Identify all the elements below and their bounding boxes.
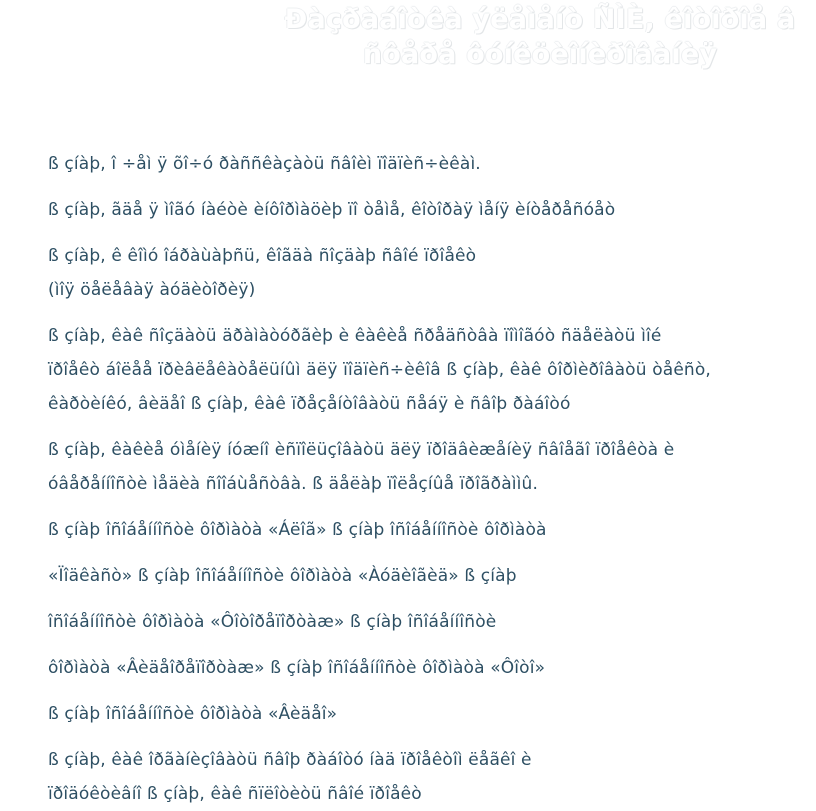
- heading-line-1: Ðàçðàáîòêà ýëåìåíò ÑÌÈ, êîòîðîå â: [284, 4, 796, 35]
- statement-line: ß çíàþ, êàê ñîçäàòü äðàìàòóðãèþ è êàêèå ñðåäñòâà ïîìîãóò ñäåëàòü ìîé: [48, 326, 662, 346]
- statement-paragraph: [48, 743, 808, 811]
- statement-line: êàðòèíêó, âèäåî ß çíàþ, êàê ïðåçåíòîâàòü ñåáÿ è ñâîþ ðàáîòó: [48, 394, 571, 414]
- statement-line: óâåðåííîñòè ìåäèà ñîîáùåñòâà. ß äåëàþ ïîëåçíûå ïðîãðàììû.: [48, 474, 539, 494]
- statement-line: îñîáåííîñòè ôîðìàòà «Ôîòîðåïîðòàæ» ß çíàþ îñîáåííîñòè: [48, 612, 497, 632]
- statement-line: (ìîÿ öåëåâàÿ àóäèòîðèÿ): [48, 280, 256, 300]
- statement-line: ß çíàþ, î ÷åì ÿ õî÷ó ðàññêàçàòü ñâîèì ïîäïèñ÷èêàì.: [48, 154, 481, 174]
- statement-line: ïðîäóêòèâíî ß çíàþ, êàê ñïëîòèòü ñâîé ïðîåêò: [48, 784, 422, 804]
- statement-line: ß çíàþ îñîáåííîñòè ôîðìàòà «Âèäåî»: [48, 704, 338, 724]
- statement-line: ôîðìàòà «Âèäåîðåïîðòàæ» ß çíàþ îñîáåííîñòè ôîðìàòà «Ôîòî»: [48, 658, 546, 678]
- statement-line: ß çíàþ, êàê îðãàíèçîâàòü ñâîþ ðàáîòó íàä ïðîåêòîì ëåãêî è: [48, 750, 532, 770]
- statement-line: ß çíàþ, ê êîìó îáðàùàþñü, êîãäà ñîçäàþ ñâîé ïðîåêò: [48, 246, 477, 266]
- statement-paragraph: [48, 147, 808, 181]
- statement-line: ß çíàþ, êàêèå óìåíèÿ íóæíî èñïîëüçîâàòü äëÿ ïðîäâèæåíèÿ ñâîåãî ïðîåêòà è: [48, 440, 675, 460]
- statement-paragraph: [48, 605, 808, 639]
- heading-line-2: ñôåðå ôóíêöèîíèðîâàíèÿ: [362, 39, 718, 70]
- statement-paragraph: [48, 239, 808, 307]
- statement-line: ß çíàþ îñîáåííîñòè ôîðìàòà «Áëîã» ß çíàþ îñîáåííîñòè ôîðìàòà: [48, 520, 547, 540]
- statement-list: [48, 147, 808, 811]
- statement-paragraph: [48, 559, 808, 593]
- page-heading: [270, 2, 810, 72]
- statement-paragraph: [48, 433, 808, 501]
- statement-paragraph: [48, 193, 808, 227]
- statement-paragraph: [48, 319, 808, 421]
- statement-paragraph: [48, 651, 808, 685]
- statement-paragraph: [48, 513, 808, 547]
- statement-line: «Ïîäêàñò» ß çíàþ îñîáåííîñòè ôîðìàòà «Àóäèîãèä» ß çíàþ: [48, 566, 517, 586]
- statement-line: ïðîåêò áîëåå ïðèâëåêàòåëüíûì äëÿ ïîäïèñ÷èêîâ ß çíàþ, êàê ôîðìèðîâàòü òåêñò,: [48, 360, 711, 380]
- statement-paragraph: [48, 697, 808, 731]
- statement-line: ß çíàþ, ãäå ÿ ìîãó íàéòè èíôîðìàöèþ ïî òåìå, êîòîðàÿ ìåíÿ èíòåðåñóåò: [48, 200, 616, 220]
